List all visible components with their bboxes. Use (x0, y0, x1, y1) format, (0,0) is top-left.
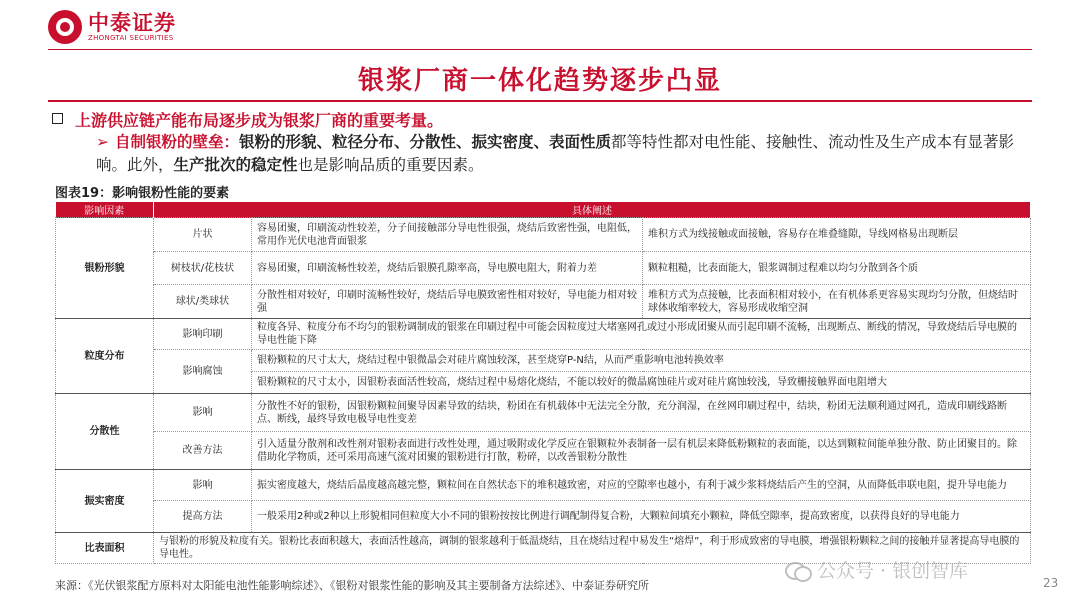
page-title: 银浆厂商一体化趋势逐步凸显 (357, 66, 722, 96)
desc-cell: 振实密度越大，烧结后晶度越高越完整，颗粒间在自然状态下的堆积越致密，对应的空隙率也越小，有利于减少浆料烧结后产生的空洞，从而降低串联电阻，提升导电能力 (252, 470, 1031, 501)
watermark-text: 公众号 · 银创智库 (817, 560, 969, 582)
subfactor-cell: 提高方法 (154, 501, 252, 533)
table-row (56, 218, 1031, 252)
subfactor-cell: 影响腐蚀 (154, 350, 252, 394)
title-divider (48, 100, 1032, 102)
bullet-level1 (52, 108, 443, 131)
bullet-level2-label: 自制银粉的壁垒： (115, 133, 240, 151)
factor-cell: 振实密度 (56, 470, 154, 533)
desc-cell: 与银粉的形貌及粒度有关。银粉比表面积越大，表面活性越高，调制的银浆越利于低温烧结，且在烧结过程中易发生“熔焊”，利于形成致密的导电膜，增强银粉颗粒之间的接触并显著提高导电膜的导电性。 (154, 533, 1031, 564)
factor-cell: 比表面积 (56, 533, 154, 564)
desc-cell: 容易团聚，印刷流动性较差，分子间接触部分导电性很强，烧结后致密性强，电阻低，常用作光伏电池背面银浆 (252, 218, 643, 252)
subfactor-cell: 影响 (154, 394, 252, 432)
page-number: 23 (1043, 576, 1059, 590)
company-logo (48, 10, 176, 44)
bullet-level2-tail: 也是影响品质的重要因素。 (297, 156, 484, 174)
desc-cell: 一般采用2种或2种以上形貌相同但粒度大小不同的银粉按按比例进行调配制得复合粉，大颗粒间填充小颗粒，降低空隙率，提高致密度，以获得良好的导电能力 (252, 501, 1031, 533)
desc-cell: 分散性相对较好，印刷时流畅性较好，烧结后导电膜致密性相对较好，导电能力相对较强 (252, 285, 643, 319)
table-row (56, 350, 1031, 372)
bullet-level2-emphasis2: 生产批次的稳定性 (173, 156, 298, 174)
desc-cell: 银粉颗粒的尺寸太小，因银粉表面活性较高，烧结过程中易熔化烧结，不能以较好的微晶腐蚀硅片或对硅片腐蚀较浅，导致栅接触界面电阻增大 (252, 372, 1031, 394)
table-row (56, 319, 1031, 350)
bullet-level2-emphasis: 银粉的形貌、粒径分布、分散性、振实密度、表面性质 (239, 133, 612, 151)
logo-en: ZHONGTAI SECURITIES (88, 33, 174, 42)
subfactor-cell: 改善方法 (154, 432, 252, 470)
table-row (56, 432, 1031, 470)
factor-cell: 银粉形貌 (56, 218, 154, 319)
figure-title: 图表19：影响银粉性能的要素 (55, 186, 230, 201)
arrow-bullet-icon: ➢ (96, 133, 109, 151)
desc-cell: 颗粒粗糙，比表面能大，银浆调制过程难以均匀分散到各个质 (643, 252, 1031, 285)
source-note: 来源：《光伏银浆配方原料对太阳能电池性能影响综述》、《银粉对银浆性能的影响及其主要制备方法综述》、中泰证券研究所 (55, 579, 649, 592)
factor-cell: 分散性 (56, 394, 154, 470)
subfactor-cell: 球状/类球状 (154, 285, 252, 319)
bullet-level1-text: 上游供应链产能布局逐步成为银浆厂商的重要考量。 (75, 111, 444, 130)
desc-cell: 容易团聚，印刷流畅性较差，烧结后银膜孔隙率高，导电膜电阻大，附着力差 (252, 252, 643, 285)
wechat-icon (785, 560, 811, 580)
table-header-row (56, 202, 1031, 218)
desc-cell: 堆积方式为线接触或面接触，容易存在堆叠缝隙，导线网格易出现断层 (643, 218, 1031, 252)
header-divider (48, 49, 1032, 50)
bullet-level2-text: 都等特性都对电性能、接触性、流动性及生产成本有显著影响。此外， (96, 133, 1015, 174)
subfactor-cell: 片状 (154, 218, 252, 252)
desc-cell: 银粉颗粒的尺寸太大，烧结过程中银微晶会对硅片腐蚀较深，甚至烧穿P-N结，从而严重影响电池转换效率 (252, 350, 1031, 372)
table-header-detail: 具体阐述 (154, 202, 1031, 218)
table-row (56, 285, 1031, 319)
desc-cell: 分散性不好的银粉，因银粉颗粒间聚导因素导致的结块，粉团在有机载体中无法完全分散，充分润湿，在丝网印刷过程中，结块，粉团无法顺利通过网孔，造成印刷线路断点、断线，最终导致电极导电性变差 (252, 394, 1031, 432)
table-row (56, 501, 1031, 533)
table-header-factor: 影响因素 (56, 202, 154, 218)
subfactor-cell: 影响 (154, 470, 252, 501)
desc-cell: 引入适量分散剂和改性剂对银粉表面进行改性处理，通过吸附或化学反应在银颗粒外表制备一层有机层来降低粉颗粒的表面能，以达到颗粒间能单独分散、防止团聚目的。除借助化学物质，还可采用高速气流对团聚的银粉进行打散，粉碎，以改善银粉分散性 (252, 432, 1031, 470)
table-row (56, 394, 1031, 432)
table-row (56, 470, 1031, 501)
factors-table (55, 202, 1031, 564)
desc-cell: 堆积方式为点接触，比表面积相对较小，在有机体系更容易实现均匀分散，但烧结时球体收缩率较大，容易形成收缩空洞 (643, 285, 1031, 319)
logo-cn: 中泰证券 (88, 10, 176, 35)
subfactor-cell: 树枝状/花枝状 (154, 252, 252, 285)
subfactor-cell: 影响印刷 (154, 319, 252, 350)
table-row (56, 252, 1031, 285)
bullet-level2 (96, 131, 1026, 177)
factor-cell: 粒度分布 (56, 319, 154, 394)
logo-mark-icon (48, 10, 82, 44)
watermark (785, 556, 968, 583)
desc-cell: 粒度各异、粒度分布不均匀的银粉调制成的银浆在印刷过程中可能会因粒度过大堵塞网孔或过小形成团聚从而引起印刷不流畅，出现断点、断线的情况，导致烧结后导电膜的导电性能下降 (252, 319, 1031, 350)
square-bullet-icon (52, 113, 63, 124)
